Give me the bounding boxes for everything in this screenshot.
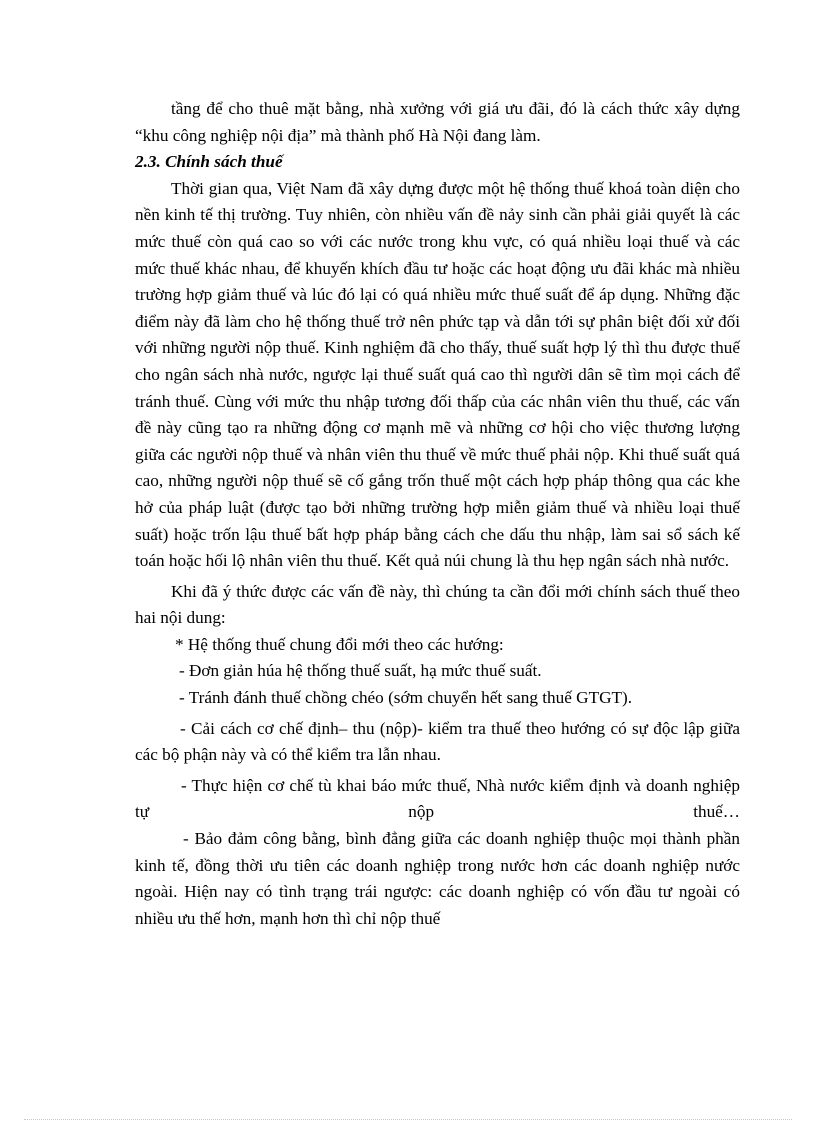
paragraph-tax-system: Thời gian qua, Việt Nam đã xây dựng được một hệ thống thuế khoá toàn diện cho nền kinh tế thị trường. Tuy nhiên, còn nhiều vấn đề nảy sinh cần phải giải quyết là các mức thuế còn quá cao so với các nước trong khu vực, có quá nhiều loại thuế và các mức thuế khác nhau, để khuyến khích đầu tư hoặc các hoạt động ưu đãi khác mà nhiều trường hợp giảm thuế và lúc đó lại có quá nhiều mức thuế suất để áp dụng. Những đặc điểm này đã làm cho hệ thống thuế trở nên phức tạp và dẫn tới sự phân biệt đối xử đối với những người nộp thuế. Kinh nghiệm đã cho thấy, thuế suất hợp lý thì thu được thuế cho ngân sách nhà nước, ngược lại thuế suất quá cao thì người dân sẽ tìm mọi cách để tránh thuế. Cùng với mức thu nhập tương đối thấp của các nhân viên thu thuế, các vấn đề này cũng tạo ra những động cơ mạnh mẽ và những cơ hội cho việc thương lượng giữa các người nộp thuế và nhân viên thu thuế về mức thuế phải nộp. Khi thuế suất quá cao, những người nộp thuế sẽ cố gắng trốn thuế một cách hợp pháp thông qua các khe hở của pháp luật (được tạo bởi những trường hợp miễn giảm thuế và nhiều loại thuế suất) hoặc trốn lậu thuế bất hợp pháp bằng cách che dấu thu nhập, làm sai sổ sách kế toán hoặc hối lộ nhân viên thu thuế. Kết quả núi chung là thu hẹp ngân sách nhà nước. [135,178,740,571]
section-heading: 2.3. Chính sách thuế [135,152,283,172]
list-item: - Cải cách cơ chế định– thu (nộp)- kiểm tra thuế theo hướng có sự độc lập giữa các bộ phận này và có thể kiểm tra lẫn nhau. [135,718,740,765]
list-item: - Thực hiện cơ chế tù khai báo mức thuế, Nhà nước kiểm định và doanh nghiệp tự nộp thuế… [135,775,740,822]
list-item-wrapper [135,773,740,826]
footer-divider [24,1119,792,1120]
list-item: - Đơn giản húa hệ thống thuế suất, hạ mức thuế suất. [179,661,542,681]
body-text [135,96,740,932]
list-item: - Bảo đảm công bằng, bình đẳng giữa các doanh nghiệp thuộc mọi thành phần kinh tế, đồng thời ưu tiên các doanh nghiệp trong nước hơn các doanh nghiệp nước ngoài. Hiện nay có tình trạng trái ngược: các doanh nghiệp có vốn đầu tư ngoài có nhiều ưu thế hơn, mạnh hơn thì chỉ nộp thuế [135,829,740,928]
intro-paragraph: tầng để cho thuê mặt bằng, nhà xưởng với giá ưu đãi, đó là cách thức xây dựng “khu công nghiệp nội địa” mà thành phố Hà Nội đang làm. [135,99,740,145]
paragraph-reform-content: Khi đã ý thức được các vấn đề này, thì chúng ta cần đổi mới chính sách thuế theo hai nội dung: [135,581,740,628]
list-item: - Tránh đánh thuế chồng chéo (sớm chuyển hết sang thuế GTGT). [179,688,633,708]
list-heading: * Hệ thống thuế chung đổi mới theo các hướng: [175,634,504,654]
